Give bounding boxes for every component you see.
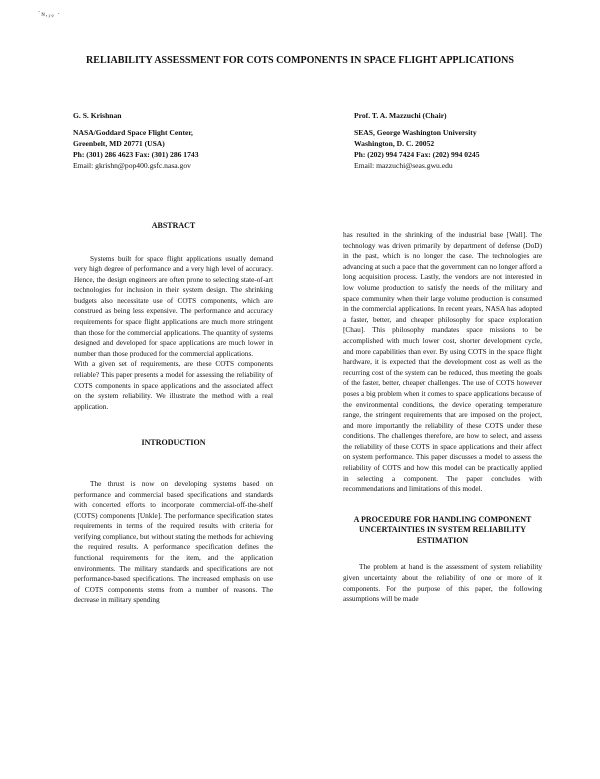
abstract-heading: ABSTRACT <box>151 221 196 230</box>
author-phone: Ph: (202) 994 7424 Fax: (202) 994 0245 <box>354 150 480 159</box>
author-org: SEAS, George Washington University <box>354 128 477 137</box>
body-paragraph: The problem at hand is the assessment of system reliability given uncertainty about the reliability of one or more of it components. For the purpose of this paper, the following assumptions will be made <box>343 562 542 604</box>
abstract-paragraph: With a given set of requirements, are these COTS components reliable? This paper presents a model for assessing the reliability of COTS components in space applications and the associated affect on the system reliability. We illustrate the method with a real application. <box>74 359 273 411</box>
right-column <box>343 230 542 605</box>
author-block-right <box>354 110 569 171</box>
author-city: Greenbelt, MD 20771 (USA) <box>73 139 165 148</box>
introduction-paragraph: The thrust is now on developing systems based on performance and commercial based specifications and standards with concerted efforts to incorporate commercial-off-the-shelf (COTS) components [Unkle]. The performance specification states requirements in terms of the required results with criteria for verifying compliance, but without stating the methods for achieving the required results. A performance specification defines the functional requirements for the item, and the application environments. The military standards and specifications are not performance-based specifications. The increased emphasis on use of COTS components stems from a number of reasons. The decrease in military spending <box>74 478 273 605</box>
author-block-left <box>73 110 303 171</box>
paper-title: RELIABILITY ASSESSMENT FOR COTS COMPONENTS IN SPACE FLIGHT APPLICATIONS <box>86 55 514 66</box>
introduction-heading: INTRODUCTION <box>141 438 206 448</box>
body-paragraph: has resulted in the shrinking of the industrial base [Wall]. The technology was driven primarily by department of defense (DoD) in the past, which is no longer the case. The technologies are advancing at such a pace that the government can no longer afford a long acquisition process. Lastly, the vendors are not interested in low volume production to satisfy the needs of the military and space community when their large volume production is consumed in the commercial applications. In recent years, NASA has adopted a faster, better, and cheaper philosophy for space exploration [Chau]. This philosophy mandates space missions to be accomplished with much lower cost, shorter development cycle, and more capabilities than ever. By using COTS in the space flight hardware, it is expected that the development cost as well as the recurring cost of the system can be reduced, thus meeting the goals of the faster, better, cheaper challenges. The use of COTS however poses a big problem when it comes to space applications because of the environmental conditions, the device operating temperature range, the stringent requirements that are imposed on the project, and more importantly the reliability of these COTS under these conditions. The challenges therefore, are how to select, and assess the reliability of these COTS in space applications and their affect on system performance. This paper discusses a model to assess the reliability of COTS and how this model can be practically applied in selecting a component. The paper concludes with recommendations and limitations of this model. <box>343 230 542 494</box>
abstract-paragraph: Systems built for space flight applications usually demand very high degree of performance and a very high level of accuracy. Hence, the design engineers are often prone to selecting state-of-art technologies for inclusion in their system design. The shrinking budgets also necessitate use of COTS components, which are construed as being less expensive. The performance and accuracy requirements for space flight applications are much more stringent than those for the commercial applications. The quantity of systems designed and developed for space applications are much lower in number than those produced for the commercial applications. <box>74 253 273 358</box>
author-org: NASA/Goddard Space Flight Center, <box>73 128 193 137</box>
author-phone: Ph: (301) 286 4623 Fax: (301) 286 1743 <box>73 150 199 159</box>
author-email: Email: gkrishn@pop400.gsfc.nasa.gov <box>73 161 191 170</box>
left-column <box>74 221 273 606</box>
section-heading: A PROCEDURE FOR HANDLING COMPONENT UNCERTAINTIES IN SYSTEM RELIABILITY ESTIMATION <box>353 514 532 545</box>
author-city: Washington, D. C. 20052 <box>354 139 435 148</box>
author-email: Email: mazzuchi@seas.gwu.edu <box>354 161 453 170</box>
corner-scan-mark: `ɴ,ᵪᵩ · <box>38 10 61 18</box>
author-name: G. S. Krishnan <box>73 111 122 120</box>
author-name: Prof. T. A. Mazzuchi (Chair) <box>354 111 447 120</box>
